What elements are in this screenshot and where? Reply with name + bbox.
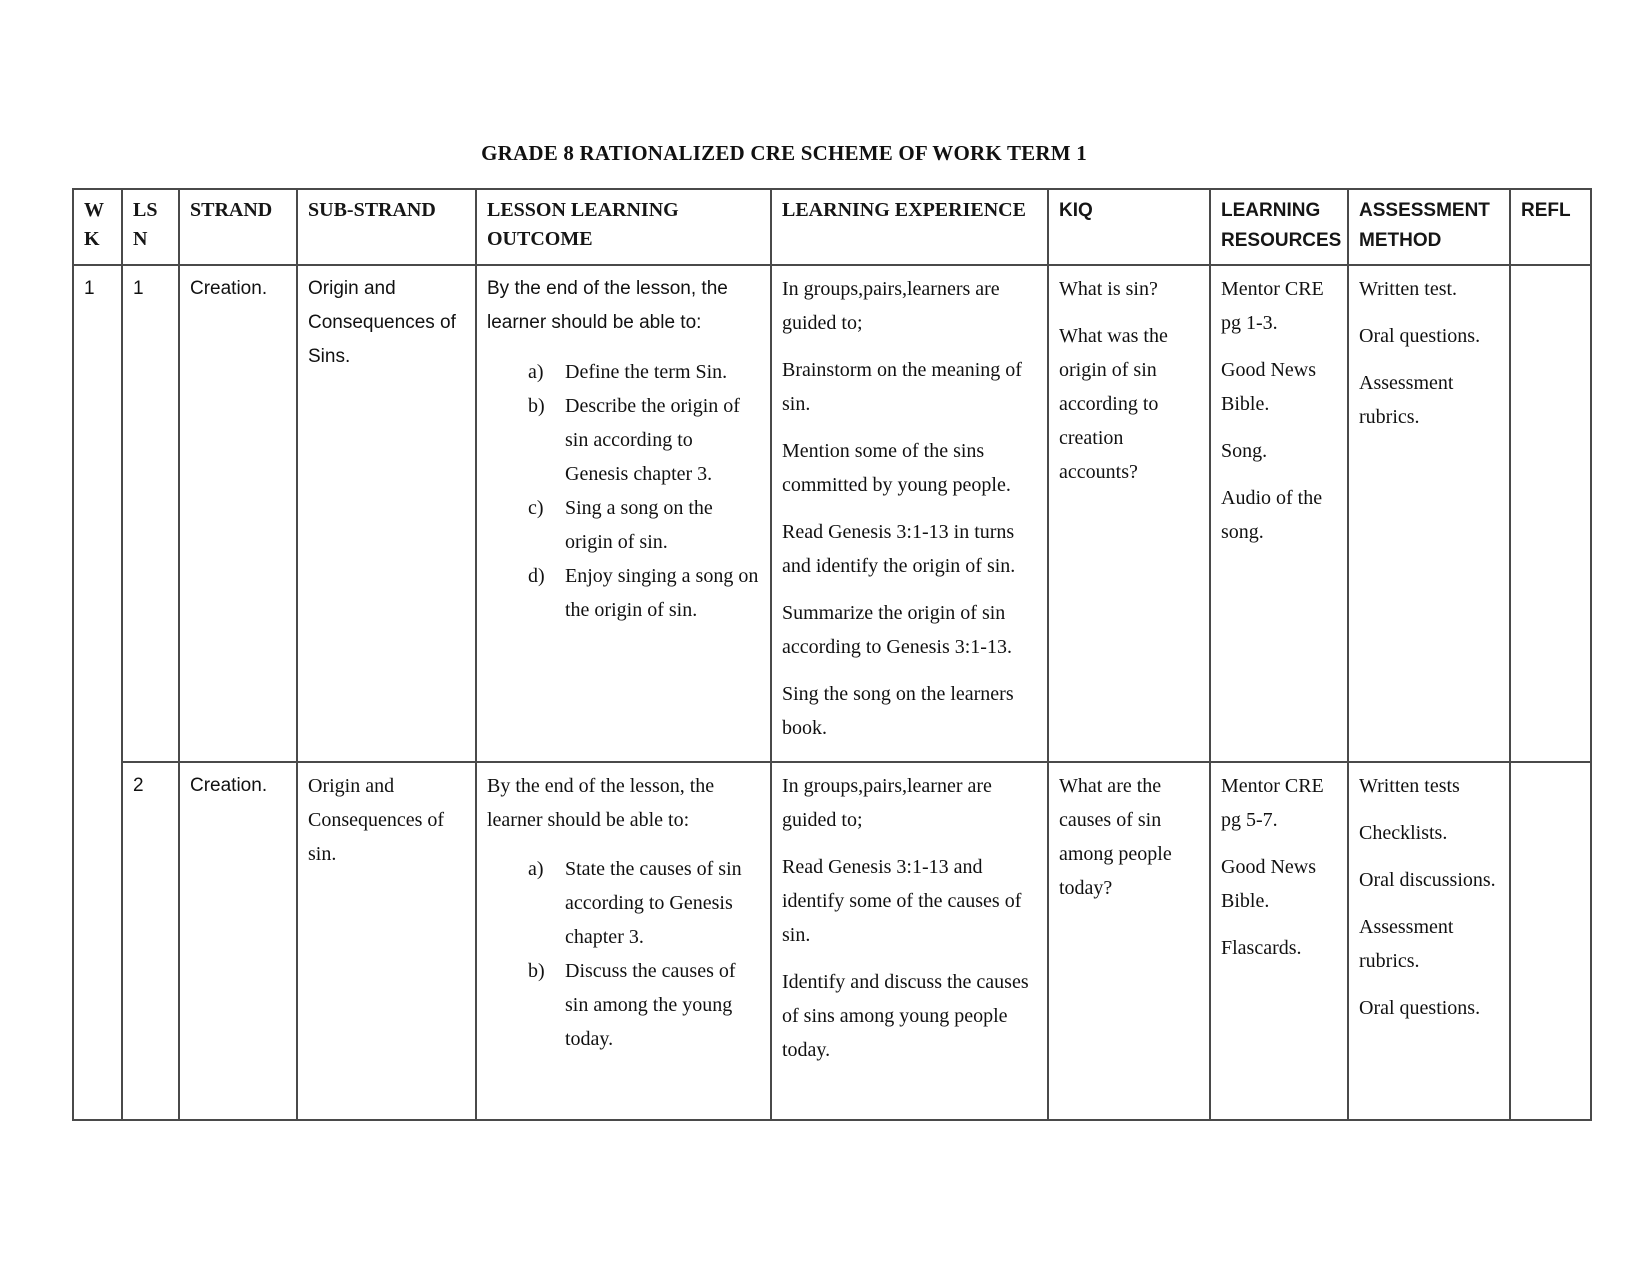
paragraph: Written test. xyxy=(1359,278,1458,300)
outcome-intro: By the end of the lesson, the learner should be able to: xyxy=(487,278,728,333)
cell-lesson-number: 2 xyxy=(122,762,179,1120)
list-text: Sing a song on the origin of sin. xyxy=(565,497,713,553)
paragraph: Flascards. xyxy=(1221,937,1302,959)
paragraph: Brainstorm on the meaning of sin. xyxy=(782,359,1022,415)
list-marker: a) xyxy=(528,361,544,383)
cell-strand: Creation. xyxy=(179,265,297,762)
paragraph: Song. xyxy=(1221,440,1268,462)
paragraph: In groups,pairs,learners are guided to; xyxy=(782,278,1000,334)
list-marker: d) xyxy=(528,565,545,587)
cell-lesson-learning-outcome xyxy=(476,762,771,1120)
cell-week: 1 xyxy=(73,265,122,1120)
cell-learning-experience xyxy=(771,265,1048,762)
document-title: GRADE 8 RATIONALIZED CRE SCHEME OF WORK TERM 1 xyxy=(481,141,1087,165)
list-text: State the causes of sin according to Genesis chapter 3. xyxy=(565,858,742,948)
table-row-lesson-2 xyxy=(73,762,1591,1120)
col-header-substrand: SUB-STRAND xyxy=(297,189,476,265)
cell-learning-resources xyxy=(1210,265,1348,762)
paragraph: Good News Bible. xyxy=(1221,359,1316,415)
cell-learning-resources xyxy=(1210,762,1348,1120)
list-marker: a) xyxy=(528,858,544,880)
paragraph: Good News Bible. xyxy=(1221,856,1316,912)
paragraph: Assessment rubrics. xyxy=(1359,916,1454,972)
paragraph: Read Genesis 3:1-13 in turns and identify the origin of sin. xyxy=(782,521,1016,577)
paragraph: What was the origin of sin according to creation accounts? xyxy=(1059,325,1168,483)
cell-assessment-method xyxy=(1348,762,1510,1120)
cell-lesson-number: 1 xyxy=(122,265,179,762)
outcome-intro: By the end of the lesson, the learner should be able to: xyxy=(487,775,715,831)
list-text: Describe the origin of sin according to Genesis chapter 3. xyxy=(565,395,740,485)
table-row-lesson-1 xyxy=(73,265,1591,762)
col-header-refl: REFL xyxy=(1510,189,1591,265)
paragraph: Oral questions. xyxy=(1359,997,1481,1019)
cell-refl xyxy=(1510,265,1591,762)
cell-refl xyxy=(1510,762,1591,1120)
list-marker: b) xyxy=(528,960,545,982)
paragraph: What are the causes of sin among people today? xyxy=(1059,775,1172,899)
cell-learning-experience xyxy=(771,762,1048,1120)
paragraph: Summarize the origin of sin according to Genesis 3:1-13. xyxy=(782,602,1012,658)
cell-assessment-method xyxy=(1348,265,1510,762)
col-header-lsn: LS N xyxy=(122,189,179,265)
cell-strand: Creation. xyxy=(179,762,297,1120)
paragraph: Oral discussions. xyxy=(1359,869,1496,891)
paragraph: Sing the song on the learners book. xyxy=(782,683,1014,739)
paragraph: Audio of the song. xyxy=(1221,487,1323,543)
col-header-outcome: LESSON LEARNING OUTCOME xyxy=(476,189,771,265)
outcome-list xyxy=(487,852,760,1056)
list-text: Enjoy singing a song on the origin of sin. xyxy=(565,565,759,621)
list-item xyxy=(528,355,760,389)
header-row xyxy=(73,189,1591,265)
paragraph: Oral questions. xyxy=(1359,325,1481,347)
list-marker: c) xyxy=(528,497,544,519)
cell-kiq xyxy=(1048,762,1210,1120)
paragraph: In groups,pairs,learner are guided to; xyxy=(782,775,992,831)
list-item xyxy=(528,559,760,627)
list-item xyxy=(528,389,760,491)
list-text: Define the term Sin. xyxy=(565,361,728,383)
paragraph: Mentor CRE pg 5-7. xyxy=(1221,775,1324,831)
paragraph: Checklists. xyxy=(1359,822,1448,844)
list-item xyxy=(528,491,760,559)
paragraph: Mentor CRE pg 1-3. xyxy=(1221,278,1324,334)
outcome-list xyxy=(487,355,760,627)
col-header-kiq: KIQ xyxy=(1048,189,1210,265)
col-header-wk: W K xyxy=(73,189,122,265)
col-header-resources: LEARNING RESOURCES xyxy=(1210,189,1348,265)
col-header-strand: STRAND xyxy=(179,189,297,265)
cell-kiq xyxy=(1048,265,1210,762)
paragraph: Assessment rubrics. xyxy=(1359,372,1454,428)
paragraph: Identify and discuss the causes of sins among young people today. xyxy=(782,971,1029,1061)
list-marker: b) xyxy=(528,395,545,417)
paragraph: Mention some of the sins committed by young people. xyxy=(782,440,1011,496)
list-item xyxy=(528,954,760,1056)
list-item xyxy=(528,852,760,954)
scheme-of-work-table xyxy=(72,188,1592,1121)
col-header-assessment: ASSESSMENT METHOD xyxy=(1348,189,1510,265)
cell-lesson-learning-outcome xyxy=(476,265,771,762)
paragraph: Written tests xyxy=(1359,775,1460,797)
cell-substrand: Origin and Consequences of sin. xyxy=(297,762,476,1120)
list-text: Discuss the causes of sin among the young today. xyxy=(565,960,736,1050)
paragraph: What is sin? xyxy=(1059,278,1158,300)
col-header-experience: LEARNING EXPERIENCE xyxy=(771,189,1048,265)
cell-substrand: Origin and Consequences of Sins. xyxy=(297,265,476,762)
paragraph: Read Genesis 3:1-13 and identify some of the causes of sin. xyxy=(782,856,1022,946)
